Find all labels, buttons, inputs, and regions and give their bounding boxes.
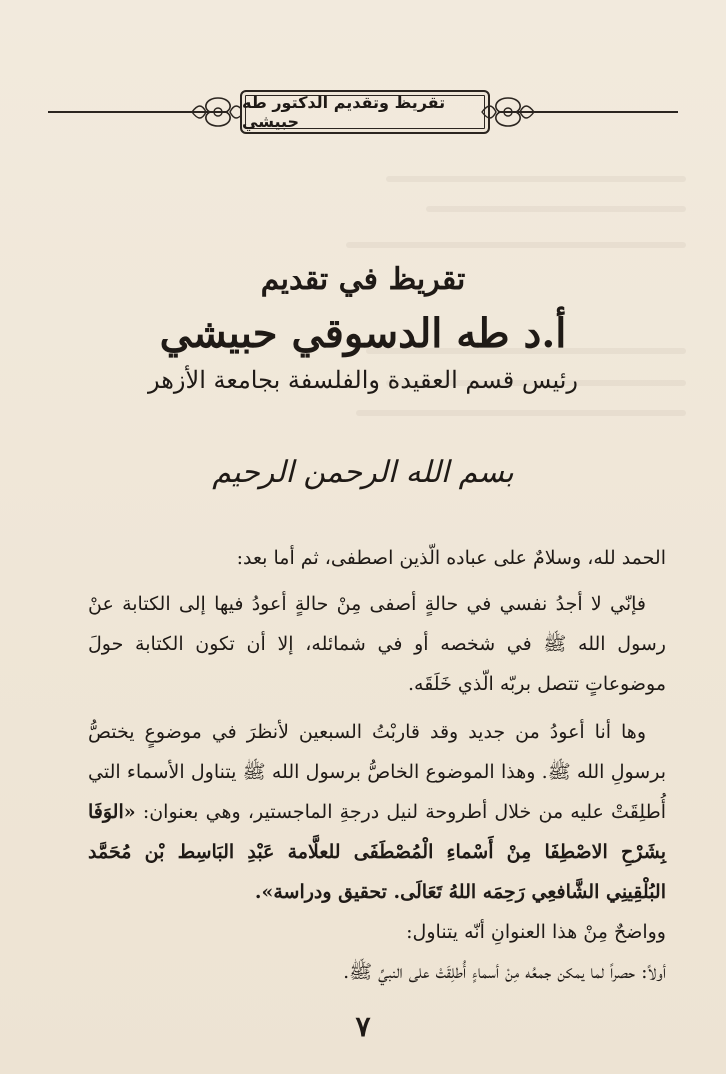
heading-author-name: أ.د طه الدسوقي حبيشي	[159, 310, 567, 357]
paragraph-2: فإنّي لا أجدُ نفسي في حالةٍ أصفى مِنْ حالةٍ أعودُ فيها إلى الكتابة عنْ رسول الله ﷺ في شخصه أو في شمائله، إلا أن تكون الكتابة حولَ موضوعاتٍ تتصل بربّه الّذي خَلَقَه.	[88, 593, 666, 695]
paragraph-opening: الحمد لله، وسلامٌ على عباده الّذين اصطفى، ثم أما بعد:	[236, 547, 666, 569]
heading-line-1: تقريظ في تقديم	[260, 262, 466, 297]
bleed-through-line	[356, 410, 686, 416]
header-title: تقريظ وتقديم الدكتور طه حبيشي	[240, 90, 490, 134]
bleed-through-line	[426, 206, 686, 212]
thesis-title: «الوَفَا بِشَرْحِ الاصْطِفَا مِنْ أَسْماءِ الْمُصْطَفَى للعلَّامة عَبْدِ البَاسِط بْن مُحَمَّد البُلْقِينِي الشَّافعِي رَحِمَه اللهُ تَعَالَى. تحقيق ودراسة».	[88, 801, 666, 903]
bleed-through-line	[346, 242, 686, 248]
ornament-right-icon	[478, 94, 538, 130]
heading-author-position: رئيس قسم العقيدة والفلسفة بجامعة الأزهر	[148, 366, 578, 394]
ornament-left-icon	[188, 94, 248, 130]
page-number: ٧	[355, 1010, 371, 1043]
paragraph-3	[88, 712, 666, 912]
paragraph-5: أولاً: حصراً لما يمكن جمعُه مِنْ أسماءٍ أُطلِقَتْ على النبيِّ ﷺ.	[343, 961, 666, 983]
paragraph-4: وواضحٌ مِنْ هذا العنوانِ أنّه يتناول:	[406, 921, 666, 943]
running-header	[48, 88, 678, 136]
bleed-through-line	[386, 176, 686, 182]
paragraph-3-text: وها أنا أعودُ من جديد وقد قاربْتُ السبعين لأنظرَ في موضوعٍ يختصُّ برسولِ الله ﷺ. وهذا الموضوع الخاصُّ برسول الله ﷺ يتناول الأسماء التي أُطلِقَتْ عليه من خلال أطروحة لنيل درجةِ الماجستير، وهي بعنوان:	[88, 721, 666, 823]
basmala: بسم الله الرحمن الرحيم	[212, 455, 514, 490]
